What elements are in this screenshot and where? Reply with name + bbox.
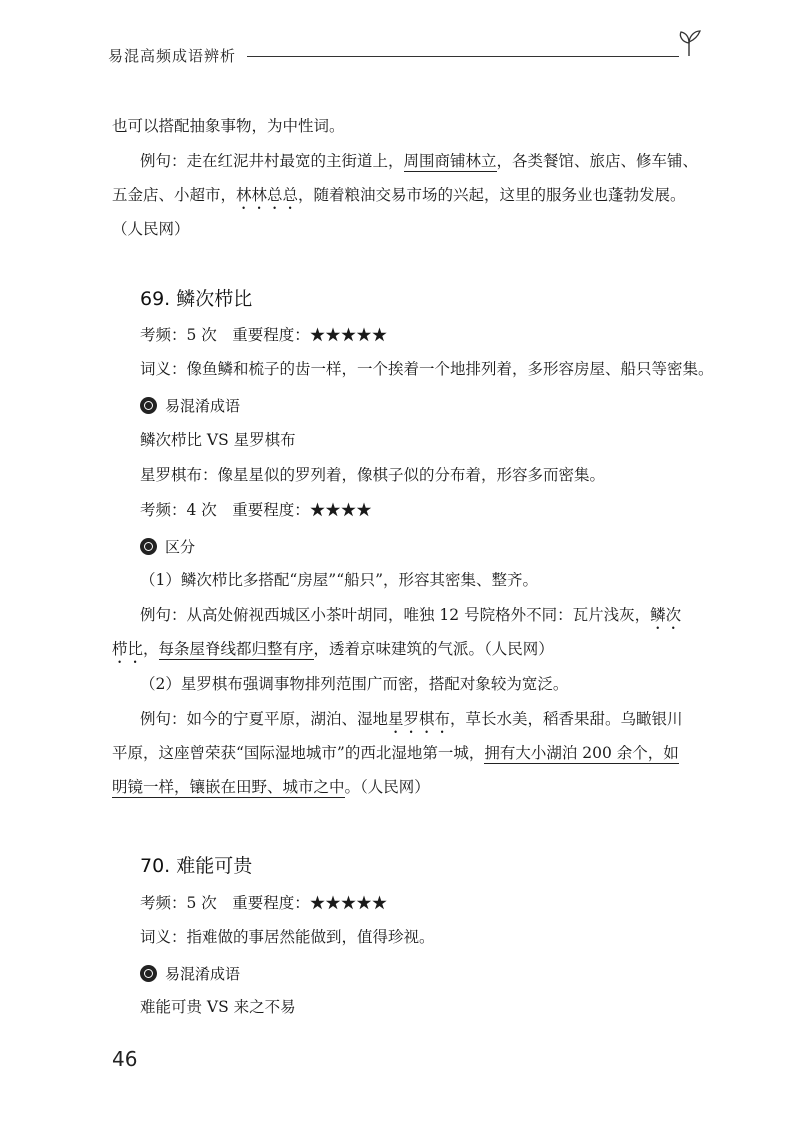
section-badge-icon [140, 397, 157, 414]
entry-heading-70: 70. 难能可贵 [140, 855, 253, 877]
sprout-icon [676, 28, 704, 58]
vs-line: 难能可贵 VS 来之不易 [140, 998, 296, 1016]
vs-line: 鳞次栉比 VS 星罗棋布 [140, 431, 296, 449]
confusable-section-header: 易混淆成语 [140, 395, 240, 416]
underlined-phrase: 每条屋脊线都归整有序 [158, 640, 314, 658]
underlined-phrase: 周围商铺林立 [403, 152, 497, 170]
example-sentence: 例句：如今的宁夏平原，湖泊、湿地星罗棋布，草长水美，稻香果甜。乌瞰银川 [140, 710, 683, 728]
source-note: （人民网） [112, 220, 190, 238]
example-sentence: 例句：从高处俯视西城区小茶叶胡同，唯独 12 号院格外不同：瓦片浅灰，鳞次 [140, 606, 682, 624]
entry-heading-69: 69. 鳞次栉比 [140, 288, 253, 310]
frequency-line: 考频：5 次 重要程度：★★★★★ [140, 326, 388, 344]
text-line: 也可以搭配抽象事物，为中性词。 [112, 117, 345, 135]
underlined-phrase: 拥有大小湖泊 200 余个，如 [484, 744, 679, 762]
running-header-title: 易混高频成语辨析 [108, 47, 237, 65]
frequency-line: 考频：5 次 重要程度：★★★★★ [140, 894, 388, 912]
page-number: 46 [112, 1047, 138, 1071]
example-sentence: 例句：走在红泥井村最宽的主街道上，周围商铺林立，各类餐馆、旅店、修车铺、 [140, 152, 699, 170]
difference-section-header: 区分 [140, 536, 195, 557]
underlined-phrase: 明镜一样，镶嵌在田野、城市之中 [112, 778, 345, 796]
confusable-section-header: 易混淆成语 [140, 963, 240, 984]
header-rule [247, 56, 679, 57]
point-2: （2）星罗棋布强调事物排列范围广而密，搭配对象较为宽泛。 [140, 675, 569, 693]
example-sentence-cont: 明镜一样，镶嵌在田野、城市之中。（人民网） [112, 778, 430, 796]
alt-frequency: 考频：4 次 重要程度：★★★★ [140, 501, 372, 519]
example-sentence-cont: 平原，这座曾荣获“国际湿地城市”的西北湿地第一城，拥有大小湖泊 200 余个，如 [112, 744, 679, 762]
dotted-idiom: 栉比 [112, 640, 144, 658]
dotted-idiom: 鳞次 [650, 606, 682, 624]
alt-definition: 星罗棋布：像星星似的罗列着，像棋子似的分布着，形容多而密集。 [140, 466, 606, 484]
dotted-idiom: 林林总总 [236, 186, 299, 204]
section-badge-icon [140, 538, 157, 555]
example-sentence-cont: 栉比，每条屋脊线都归整有序，透着京味建筑的气派。（人民网） [112, 640, 554, 658]
section-badge-icon [140, 965, 157, 982]
text-line: 五金店、小超市，林林总总，随着粮油交易市场的兴起，这里的服务业也蓬勃发展。 [112, 186, 686, 204]
meaning-line: 词义：像鱼鳞和梳子的齿一样，一个挨着一个地排列着，多形容房屋、船只等密集。 [140, 360, 714, 378]
dotted-idiom: 星罗棋布 [388, 710, 451, 728]
point-1: （1）鳞次栉比多搭配“房屋”“船只”，形容其密集、整齐。 [140, 571, 539, 589]
meaning-line: 词义：指难做的事居然能做到，值得珍视。 [140, 928, 435, 946]
